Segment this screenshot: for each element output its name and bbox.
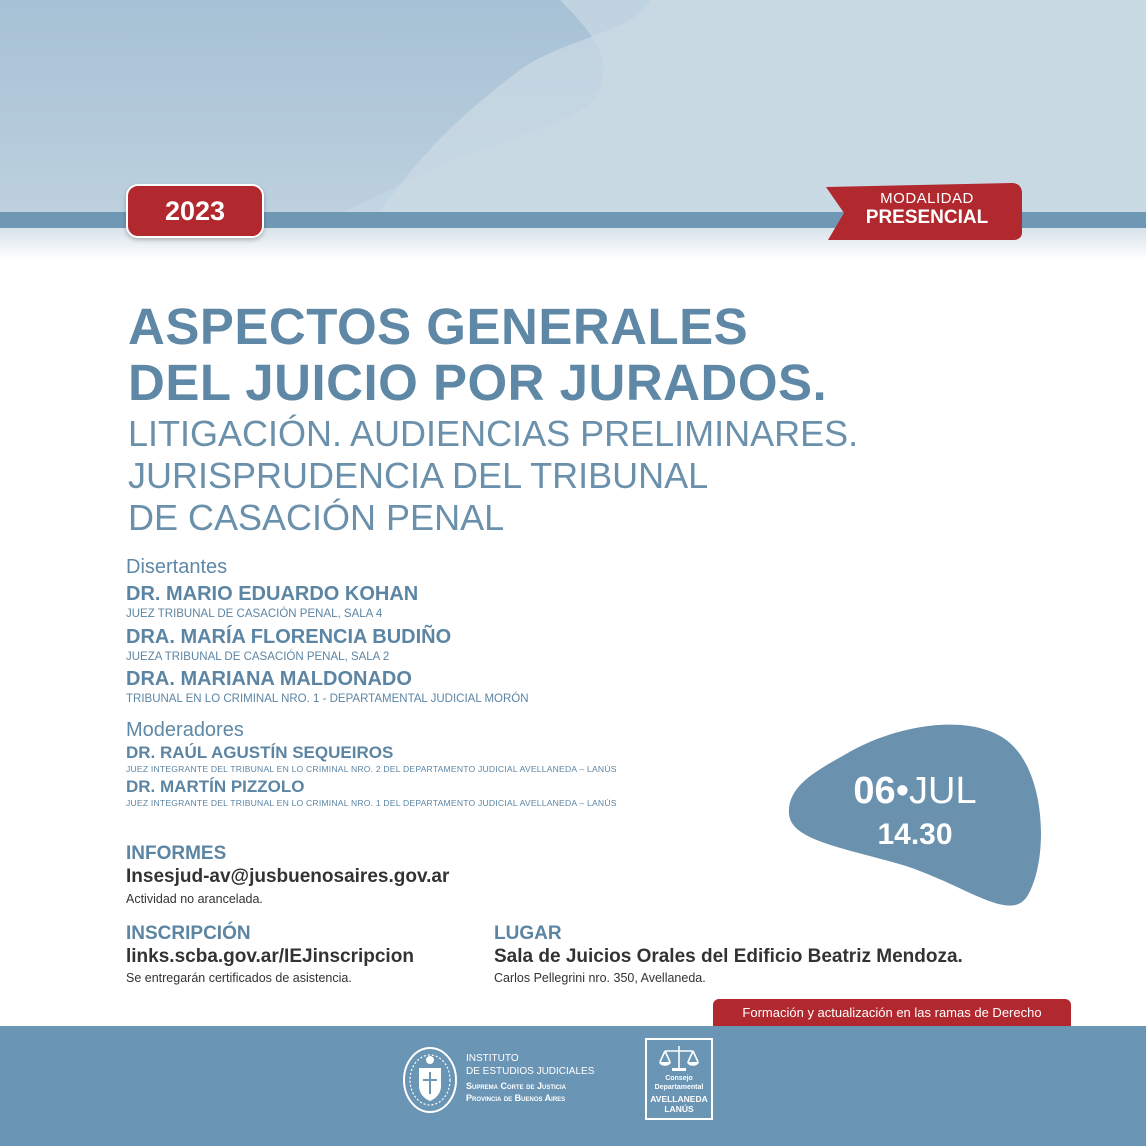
info-email-link[interactable]: Insesjud-av@jusbuenosaires.gov.ar xyxy=(126,866,450,887)
speaker-role: JUEZ TRIBUNAL DE CASACIÓN PENAL, SALA 4 xyxy=(126,608,383,620)
venue-address: Carlos Pellegrini nro. 350, Avellaneda. xyxy=(494,971,706,985)
speaker-name: DRA. MARIANA MALDONADO xyxy=(126,668,412,690)
moderator-name: DR. MARTÍN PIZZOLO xyxy=(126,777,305,796)
modality-label: MODALIDAD xyxy=(880,190,974,207)
event-date xyxy=(800,770,1030,813)
moderator-role: JUEZ INTEGRANTE DEL TRIBUNAL EN LO CRIMINAL NRO. 2 DEL DEPARTAMENTO JUDICIAL AVELLANEDA – LANÚS xyxy=(126,764,617,774)
info-note: Actividad no arancelada. xyxy=(126,892,263,906)
date-separator: • xyxy=(895,770,909,812)
speaker-role: JUEZA TRIBUNAL DE CASACIÓN PENAL, SALA 2 xyxy=(126,651,390,663)
tagline-badge: Formación y actualización en las ramas de Derecho xyxy=(713,999,1071,1026)
institute-line-2: DE ESTUDIOS JUDICIALES xyxy=(466,1066,595,1077)
subtitle-line-2: JURISPRUDENCIA DEL TRIBUNAL xyxy=(128,455,709,496)
council-line-1: Consejo xyxy=(665,1075,693,1082)
event-month: JUL xyxy=(909,770,977,812)
venue-label: LUGAR xyxy=(494,923,562,944)
subtitle-line-3: DE CASACIÓN PENAL xyxy=(128,497,505,538)
registration-label: INSCRIPCIÓN xyxy=(126,923,251,944)
event-time: 14.30 xyxy=(877,818,953,851)
venue-name: Sala de Juicios Orales del Edificio Beatriz Mendoza. xyxy=(494,946,963,967)
shield-seal-icon xyxy=(402,1046,458,1114)
council-line-2: Departamental xyxy=(654,1084,704,1091)
institute-line-3: Suprema Corte de Justicia xyxy=(466,1081,567,1091)
institute-line-1: INSTITUTO xyxy=(466,1053,519,1064)
title-line-2: DEL JUICIO POR JURADOS. xyxy=(128,354,828,411)
subtitle-line-1: LITIGACIÓN. AUDIENCIAS PRELIMINARES. xyxy=(128,413,859,454)
title-line-1: ASPECTOS GENERALES xyxy=(128,298,749,355)
moderators-heading: Moderadores xyxy=(126,719,244,741)
speaker-name: DR. MARIO EDUARDO KOHAN xyxy=(126,583,419,605)
speakers-heading: Disertantes xyxy=(126,556,228,578)
event-day: 06 xyxy=(853,770,896,812)
footer-bar xyxy=(0,1026,1146,1146)
council-line-3: AVELLANEDA xyxy=(650,1094,708,1104)
modality-value: PRESENCIAL xyxy=(865,207,989,228)
moderator-name: DR. RAÚL AGUSTÍN SEQUEIROS xyxy=(126,743,394,762)
speaker-name: DRA. MARÍA FLORENCIA BUDIÑO xyxy=(126,626,452,648)
speaker-role: TRIBUNAL EN LO CRIMINAL NRO. 1 - DEPARTAMENTAL JUDICIAL MORÓN xyxy=(126,693,529,705)
registration-note: Se entregarán certificados de asistencia. xyxy=(126,971,352,985)
institute-line-4: Provincia de Buenos Aires xyxy=(466,1093,566,1103)
council-line-4: LANÚS xyxy=(664,1104,694,1114)
info-label: INFORMES xyxy=(126,843,227,864)
registration-link[interactable]: links.scba.gov.ar/IEJinscripcion xyxy=(126,946,414,967)
moderator-role: JUEZ INTEGRANTE DEL TRIBUNAL EN LO CRIMINAL NRO. 1 DEL DEPARTAMENTO JUDICIAL AVELLANEDA – LANÚS xyxy=(126,798,617,808)
year-badge: 2023 xyxy=(126,184,264,238)
